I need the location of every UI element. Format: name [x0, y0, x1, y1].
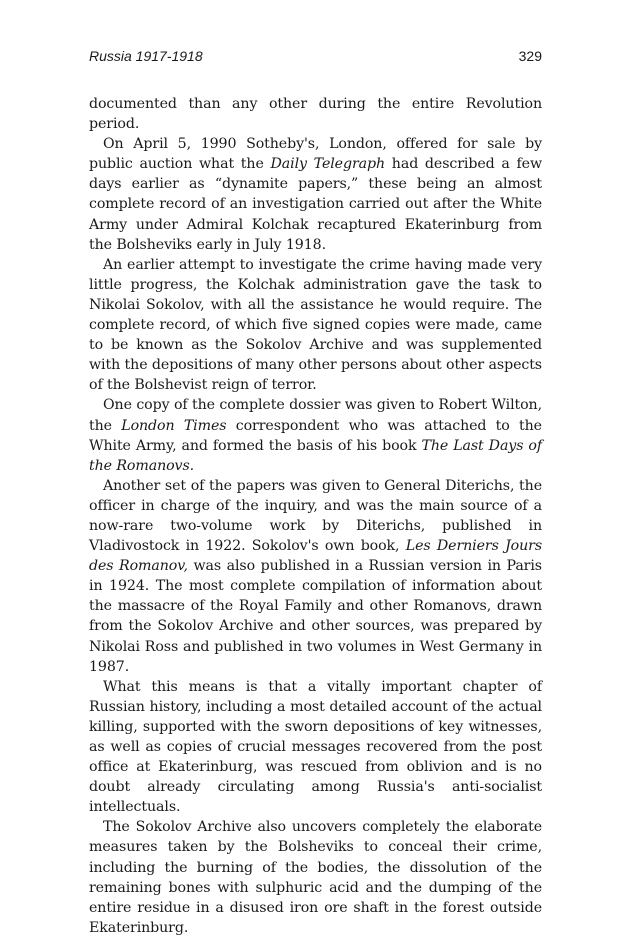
- paragraph-1: [89, 94, 542, 134]
- paragraph-2: [89, 134, 542, 255]
- page-header: [89, 47, 542, 65]
- page-number: 329: [518, 48, 542, 64]
- newspaper-title-london-times: London Times: [121, 417, 227, 434]
- paragraph-2-text-a: On April 5, 1990 Sotheby's, London, offered for sale by public auction what the: [89, 136, 542, 173]
- paragraph-1-text: documented than any other during the entire Revolution period.: [89, 96, 542, 133]
- running-head: Russia 1917-1918: [89, 48, 203, 64]
- paragraph-4: [89, 395, 542, 475]
- paragraph-4-text-a: One copy of the complete dossier was given to Robert Wilton, the: [89, 397, 542, 434]
- paragraph-5-text-b: was also published in a Russian version in Paris in 1924. The most complete compilation of information about the massacre of the Royal Family and other Romanovs, drawn from the Sokolov Archive and other sources, was prepared by Nikolai Ross and published in two volumes in West Germany in 1987.: [89, 558, 542, 675]
- paragraph-4-text-b: correspondent who was attached to the White Army, and formed the basis of his book: [89, 417, 542, 454]
- paragraph-6-text: What this means is that a vitally important chapter of Russian history, including a most detailed account of the actual killing, supported with the sworn depositions of key witnesses, as well as copies of crucial messages recovered from the post office at Ekaterinburg, was rescued from oblivion and is no doubt already circulating among Russia's anti-socialist intellectuals.: [89, 678, 542, 816]
- paragraph-3: [89, 255, 542, 396]
- paragraph-7: [89, 817, 542, 938]
- paragraph-7-text: The Sokolov Archive also uncovers completely the elaborate measures taken by the Bolsheviks to conceal their crime, including the burning of the bodies, the dissolution of the remaining bones with sulphuric acid and the dumping of the entire residue in a disused iron ore shaft in the forest outside Ekaterinburg.: [89, 819, 542, 936]
- paragraph-3-text: An earlier attempt to investigate the crime having made very little progress, the Kolchak administration gave the task to Nikolai Sokolov, with all the assistance he would require. The complete record, of which five signed copies were made, came to be known as the Sokolov Archive and was supplemented with the depositions of many other persons about other aspects of the Bolshevist reign of terror.: [89, 256, 542, 394]
- paragraph-5: [89, 476, 542, 677]
- book-title-derniers-jours: Les Derniers Jours des Romanov,: [89, 538, 543, 575]
- body-text: [89, 94, 542, 938]
- paragraph-6: [89, 677, 542, 818]
- paragraph-2-text-b: had described a few days earlier as “dynamite papers,” these being an almost complete record of an investigation carried out after the White Army under Admiral Kolchak recaptured Ekaterinburg from the Bolsheviks early in July 1918.: [89, 156, 542, 253]
- book-title-last-days: The Last Days of the Romanovs.: [89, 437, 542, 474]
- newspaper-title-daily-telegraph: Daily Telegraph: [270, 156, 386, 173]
- paragraph-5-text-a: Another set of the papers was given to General Diterichs, the officer in charge of the inquiry, and was the main source of a now-rare two-volume work by Diterichs, published in Vladivostock in 1922. Sokolov's own book,: [89, 477, 542, 555]
